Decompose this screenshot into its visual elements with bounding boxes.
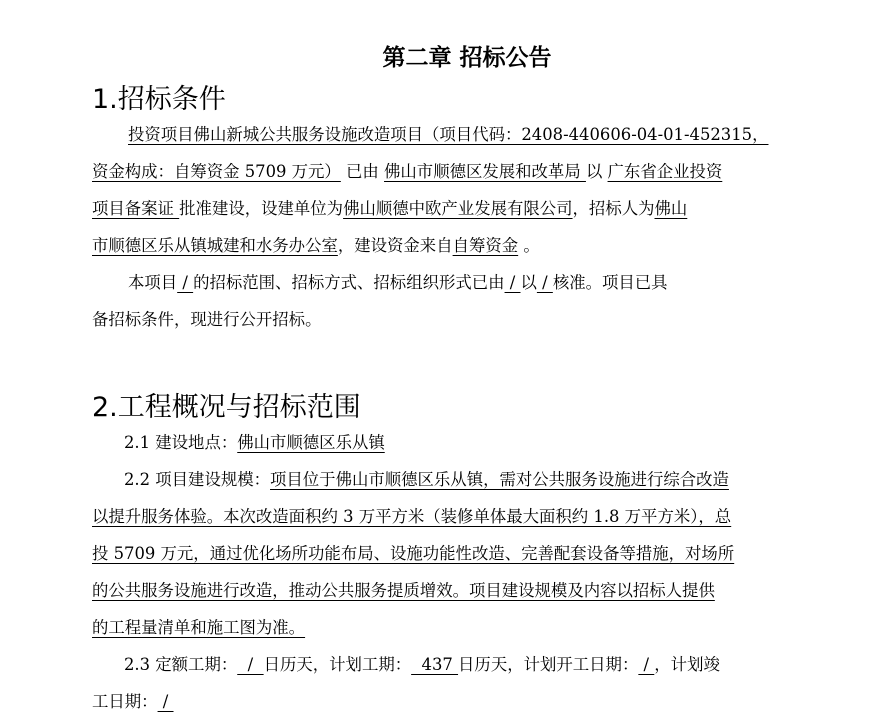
planned-completion-date: / [157, 692, 174, 711]
planned-period: 437 [411, 655, 459, 674]
funding-text: 资金构成：自筹资金 5709 万元） [92, 162, 341, 181]
section-1-paragraph-2 [92, 264, 832, 338]
static-text: 以 [520, 273, 537, 292]
section-2-item-2 [92, 461, 832, 646]
section-1-paragraph-1 [92, 116, 832, 264]
paragraph-line: 备招标条件，现进行公开招标。 [92, 310, 322, 329]
static-text: 日历天，计划工期： [263, 655, 412, 674]
static-text: 的招标范围、招标方式、招标组织形式已由 [193, 273, 505, 292]
blank-field: / [536, 273, 553, 292]
section-1-heading: 1.招标条件 [92, 84, 226, 115]
static-text: 核准。项目已具 [552, 273, 668, 292]
static-text: ，建设资金来自 [337, 236, 453, 255]
construction-unit: 佛山顺德中欧产业发展有限公司 [343, 199, 573, 218]
approval-doc-part2: 项目备案证 [92, 199, 180, 218]
scale-text: 项目位于佛山市顺德区乐从镇，需对公共服务设施进行综合改造 [270, 470, 729, 489]
tenderer-part1: 佛山 [654, 199, 688, 218]
scale-text: 投 5709 万元，通过优化场所功能布局、设施功能性改造、完善配套设备等措施，对场所 [92, 544, 735, 563]
section-2-heading: 2.工程概况与招标范围 [92, 392, 361, 423]
section-2-item-3 [92, 646, 832, 720]
fund-source: 自筹资金 [452, 236, 519, 255]
static-text: 日历天，计划开工日期： [458, 655, 639, 674]
planned-start-date: / [638, 655, 655, 674]
static-text: 已由 [340, 162, 385, 181]
static-text: ，招标人为 [572, 199, 655, 218]
scale-text: 的公共服务设施进行改造，推动公共服务提质增效。项目建设规模及内容以招标人提供 [92, 581, 715, 600]
tenderer-part2: 市顺德区乐从镇城建和水务办公室 [92, 236, 338, 255]
item-label: 2.2 项目建设规模： [124, 470, 271, 489]
quota-period: / [237, 655, 264, 674]
item-label: 2.1 建设地点： [124, 433, 238, 452]
scale-text: 以提升服务体验。本次改造面积约 3 万平方米（装修单体最大面积约 1.8 万平方米），总 [92, 507, 732, 526]
blank-field: / [177, 273, 194, 292]
static-text: 本项目 [128, 273, 178, 292]
section-2-item-1 [92, 424, 832, 461]
approval-doc-part1: 广东省企业投资 [607, 162, 723, 181]
blank-field: / [504, 273, 521, 292]
static-text: 以 [585, 162, 608, 181]
approval-authority: 佛山市顺德区发展和改革局 [384, 162, 586, 181]
static-text: 。 [518, 236, 540, 255]
item-label: 2.3 定额工期： [124, 655, 238, 674]
construction-location: 佛山市顺德区乐从镇 [237, 433, 385, 452]
static-text: 批准建设，设建单位为 [179, 199, 344, 218]
scale-text: 的工程量清单和施工图为准。 [92, 618, 306, 637]
static-text: ，计划竣 [654, 655, 720, 674]
chapter-title: 第二章 招标公告 [382, 45, 552, 71]
project-name-text: 投资项目佛山新城公共服务设施改造项目（项目代码：2408-440606-04-01-452315， [128, 125, 769, 144]
static-text: 工日期： [92, 692, 158, 711]
